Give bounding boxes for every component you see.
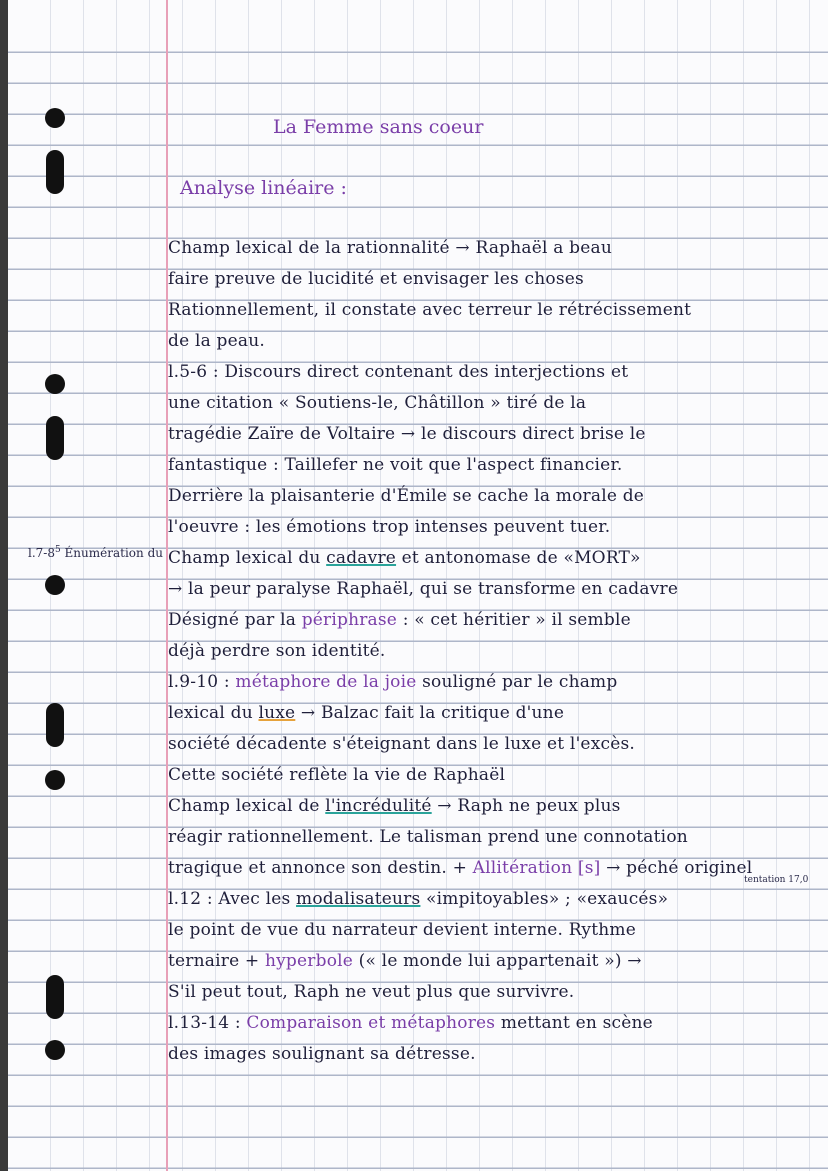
margin-note (28, 545, 163, 560)
binder-slot (46, 703, 64, 747)
line-text: : « cet héritier » il semble (402, 610, 631, 630)
text-line: → la peur paralyse Raphaël, qui se transforme en cadavre (168, 579, 679, 599)
text-line: société décadente s'éteignant dans le luxe et l'excès. (168, 734, 635, 754)
keyword-hyperbole: hyperbole (264, 951, 354, 971)
text-line (168, 703, 818, 723)
line-text: Désigné par la (168, 610, 297, 630)
keyword-periphrase: périphrase (301, 610, 398, 630)
binder-hole (45, 1040, 65, 1060)
binder-slot (46, 975, 64, 1019)
text-line: faire preuve de lucidité et envisager les choses (168, 269, 584, 289)
keyword-modalisateurs: modalisateurs (296, 889, 421, 909)
page-subtitle: Analyse linéaire : (180, 177, 347, 199)
line-text: → péché originel (606, 858, 753, 878)
line-ref: l.13-14 : (168, 1013, 241, 1033)
keyword-comparaison: Comparaison et métaphores (246, 1013, 496, 1033)
keyword-alliteration: Allitération [s] (472, 858, 601, 878)
binder-slot (46, 416, 64, 460)
line-text: souligné par le champ (422, 672, 618, 692)
text-line: Derrière la plaisanterie d'Émile se cache la morale de (168, 486, 645, 506)
line-ref: l.9-10 : (168, 672, 230, 692)
notebook-page (8, 0, 828, 1171)
text-line (168, 796, 818, 816)
line-text: ternaire + (168, 951, 260, 971)
binder-hole (45, 575, 65, 595)
text-line: des images soulignant sa détresse. (168, 1044, 476, 1064)
line-text: lexical du (168, 703, 253, 723)
text-line: Rationnellement, il constate avec terreur le rétrécissement (168, 300, 692, 320)
text-line: S'il peut tout, Raph ne veut plus que survivre. (168, 982, 575, 1002)
margin-note-lines: l.7-8 (28, 546, 55, 560)
binder-hole (45, 374, 65, 394)
line-text: tragique et annonce son destin. + (168, 858, 468, 878)
line-text: → Balzac fait la critique d'une (300, 703, 565, 723)
text-line (168, 858, 818, 878)
text-line: le point de vue du narrateur devient interne. Rythme (168, 920, 636, 940)
margin-note-label: Énumération du (64, 546, 163, 560)
page-title: La Femme sans coeur (273, 116, 484, 138)
line-text: (« le monde lui appartenait ») → (358, 951, 642, 971)
text-line (168, 951, 818, 971)
text-line (168, 548, 818, 568)
keyword-metaphore: métaphore de la joie (235, 672, 417, 692)
text-line (168, 610, 818, 630)
binder-hole (45, 770, 65, 790)
line-text: Champ lexical de (168, 796, 320, 816)
line-text: mettant en scène (500, 1013, 653, 1033)
line-ref: l.5-6 : (168, 362, 219, 382)
line-text: Avec les (218, 889, 291, 909)
text-line (168, 1013, 818, 1033)
line-text: Discours direct contenant des interjections et (224, 362, 629, 382)
text-line: une citation « Soutiens-le, Châtillon » tiré de la (168, 393, 587, 413)
keyword-incredulite: l'incrédulité (325, 796, 432, 816)
text-line: tragédie Zaïre de Voltaire → le discours direct brise le (168, 424, 646, 444)
keyword-cadavre: cadavre (326, 548, 397, 568)
text-line: Champ lexical de la rationnalité → Raphaël a beau (168, 238, 613, 258)
line-text: «impitoyables» ; «exaucés» (426, 889, 669, 909)
binder-slot (46, 150, 64, 194)
text-line: réagir rationnellement. Le talisman prend une connotation (168, 827, 688, 847)
line-text: et antonomase de «MORT» (401, 548, 641, 568)
binder-hole (45, 108, 65, 128)
line-ref: l.12 : (168, 889, 213, 909)
margin-note-sup: 5 (54, 545, 61, 555)
text-line (168, 362, 818, 382)
text-line: Cette société reflète la vie de Raphaël (168, 765, 506, 785)
line-text: → Raph ne peux plus (437, 796, 621, 816)
text-line: fantastique : Taillefer ne voit que l'aspect financier. (168, 455, 623, 475)
line-text: Champ lexical du (168, 548, 321, 568)
text-line: l'oeuvre : les émotions trop intenses peuvent tuer. (168, 517, 611, 537)
text-line (168, 672, 818, 692)
text-line: déjà perdre son identité. (168, 641, 386, 661)
small-note: tentation 17,0 (744, 875, 809, 885)
keyword-luxe: luxe (258, 703, 296, 723)
text-line (168, 889, 818, 909)
text-line: de la peau. (168, 331, 265, 351)
